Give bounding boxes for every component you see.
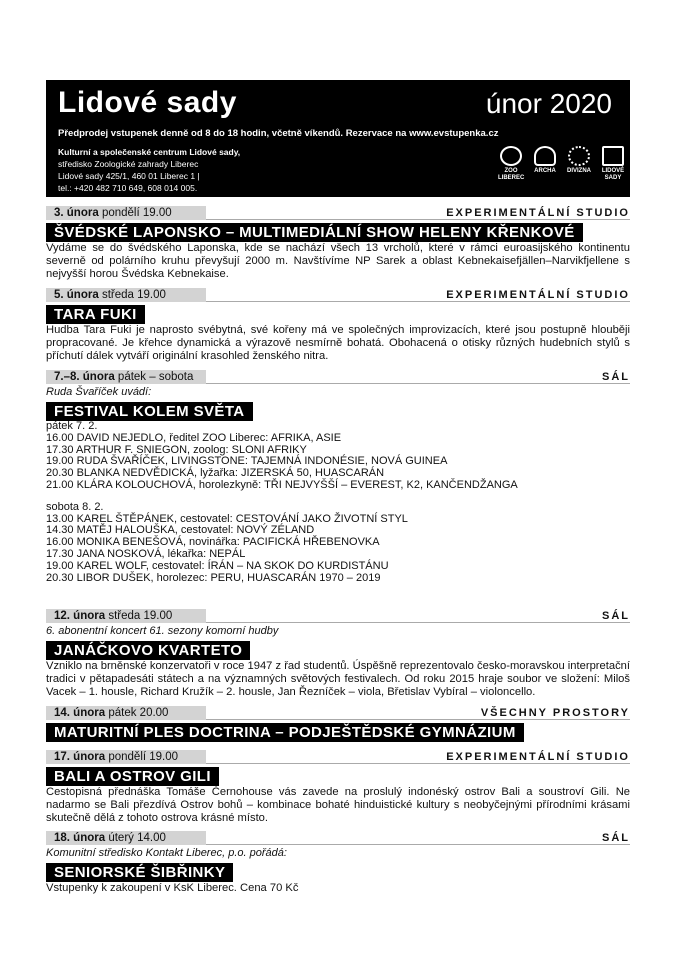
- program-line: 14.30 MATĚJ HALOUŠKA, cestovatel: NOVÝ ZÉLAND: [46, 524, 315, 537]
- event-item: [46, 706, 630, 742]
- event-description: Vydáme se do švédského Laponska, kde se nachází všech 13 vrcholů, které v rámci euroasijského kontinentu severně od polárního kruhu převyšují 2000 m. Navštívíme NP Sarek a oblast Kebnekaisefjällen–Narvikfjellene s nejvyšší horou Švédska Kebnekaise.: [46, 242, 630, 280]
- event-datebar: 18. února úterý 14.00: [46, 831, 206, 845]
- program-line: 17.30 ARTHUR F. SNIEGON, zoolog: SLONI AFRIKY: [46, 443, 307, 456]
- address: Lidové sady 425/1, 460 01 Liberec 1 |: [58, 171, 200, 181]
- lidove-sady-logo-icon: LIDOVÉ SADY: [600, 146, 626, 182]
- program-line: 20.30 LIBOR DUŠEK, horolezec: PERU, HUASCARÁN 1970 – 2019: [46, 571, 381, 584]
- event-presenter: Ruda Švaříček uvádí:: [46, 386, 152, 398]
- event-item: [46, 206, 630, 280]
- event-description: Hudba Tara Fuki je naprosto svébytná, své kořeny má ve společných improvizacích, které jsou postupně hlouběji propracované. Je křehce dynamická a výrazově nesmírně bohatá. Obohacená o otisky různých hudebních stylů s příchutí dálek vytváří originální krasohled ženského nitra.: [46, 324, 630, 362]
- zoo-logo-icon: ZOO LIBEREC: [498, 146, 524, 182]
- presale-info: Předprodej vstupenek denně od 8 do 18 hodin, včetně víkendů. Rezervace na www.evstupenka.cz: [58, 128, 499, 139]
- event-title: SENIORSKÉ ŠIBŘINKY: [46, 863, 233, 882]
- program-line: 21.00 KLÁRA KOLOUCHOVÁ, horolezkyně: TŘI NEJVYŠŠÍ – EVEREST, K2, KANČENDŽANGA: [46, 478, 518, 491]
- event-title: JANÁČKOVO KVARTETO: [46, 641, 250, 660]
- organizer-subtitle: středisko Zoologické zahrady Liberec: [58, 159, 199, 169]
- event-datebar: 12. února středa 19.00: [46, 609, 206, 623]
- month-label: únor 2020: [485, 88, 612, 119]
- event-title: ŠVÉDSKÉ LAPONSKO – MULTIMEDIÁLNÍ SHOW HELENY KŘENKOVÉ: [46, 223, 583, 242]
- program-line: 13.00 KAREL ŠTĚPÁNEK, cestovatel: CESTOVÁNÍ JAKO ŽIVOTNÍ STYL: [46, 512, 408, 525]
- event-venue: SÁL: [602, 610, 630, 622]
- event-description: Cestopisná přednáška Tomáše Černohouse vás zavede na proslulý indonéský ostrov Bali a soustroví Gili. Ne nadarmo se Bali přezdívá Ostrov bohů – kombinace bohaté hinduistické kultury s neobyčejnými přírodními krásami skutečně dělá z tohoto ostrova krásné místo.: [46, 786, 630, 824]
- organizer-name: Kulturní a společenské centrum Lidové sady,: [58, 147, 241, 157]
- event-description: Vzniklo na brněnské konzervatoři v roce 1947 z řad studentů. Úspěšně reprezentovalo česko-moravskou interpretační tradici v pětapadesáti státech a na významných světových festivalech. Od roku 2015 hraje soubor ve složení: Miloš Vacek – 1. housle, Richard Kružík – 2. housle, Jan Řezníček – viola, Břetislav Vybíral – violoncello.: [46, 660, 630, 698]
- program-friday: [46, 421, 630, 492]
- event-venue: VŠECHNY PROSTORY: [480, 707, 630, 719]
- event-datebar: 7.–8. února pátek – sobota: [46, 370, 206, 384]
- program-line: 16.00 MONIKA BENEŠOVÁ, novinářka: PACIFICKÁ HŘEBENOVKA: [46, 536, 380, 549]
- event-item: [46, 370, 630, 584]
- program-line: 20.30 BLANKA NEDVĚDICKÁ, lyžařka: JIZERSKÁ 50, HUASCARÁN: [46, 467, 385, 480]
- phone: tel.: +420 482 710 649, 608 014 005.: [58, 183, 198, 193]
- program-line: sobota 8. 2.: [46, 500, 104, 513]
- event-presenter: 6. abonentní koncert 61. sezony komorní hudby: [46, 625, 279, 637]
- header-banner: [46, 80, 630, 197]
- event-datebar: 3. února pondělí 19.00: [46, 206, 206, 220]
- event-venue: SÁL: [602, 371, 630, 383]
- event-item: [46, 750, 630, 824]
- event-venue: EXPERIMENTÁLNÍ STUDIO: [446, 289, 630, 301]
- event-datebar: 5. února středa 19.00: [46, 288, 206, 302]
- event-item: [46, 609, 630, 698]
- event-title: FESTIVAL KOLEM SVĚTA: [46, 402, 253, 421]
- event-venue: SÁL: [602, 832, 630, 844]
- event-venue: EXPERIMENTÁLNÍ STUDIO: [446, 207, 630, 219]
- program-line: 19.00 KAREL WOLF, cestovatel: ÍRÁN – NA SKOK DO KURDISTÁNU: [46, 559, 389, 572]
- program-line: 17.30 JANA NOSKOVÁ, lékařka: NEPÁL: [46, 547, 246, 560]
- organizer-info: [58, 146, 240, 194]
- event-datebar: 17. února pondělí 19.00: [46, 750, 206, 764]
- partner-logos: [498, 146, 628, 194]
- venue-title: Lidové sady: [58, 86, 237, 119]
- divizna-logo-icon: DIVIZNA: [566, 146, 592, 175]
- program-saturday: [46, 502, 630, 585]
- event-datebar: 14. února pátek 20.00: [46, 706, 206, 720]
- event-item: [46, 831, 630, 895]
- program-line: pátek 7. 2.: [46, 420, 98, 432]
- event-presenter: Komunitní středisko Kontakt Liberec, p.o. pořádá:: [46, 847, 287, 859]
- event-item: [46, 288, 630, 362]
- archa-logo-icon: ARCHA: [532, 146, 558, 175]
- program-line: 19.00 RUDA ŠVAŘÍČEK, LIVINGSTONE: TAJEMNÁ INDONÉSIE, NOVÁ GUINEA: [46, 455, 448, 468]
- program-line: 16.00 DAVID NEJEDLO, ředitel ZOO Liberec: AFRIKA, ASIE: [46, 431, 342, 444]
- event-description: Vstupenky k zakoupení v KsK Liberec. Cena 70 Kč: [46, 882, 299, 894]
- event-title: MATURITNÍ PLES DOCTRINA – PODJEŠTĚDSKÉ GYMNÁZIUM: [46, 723, 524, 742]
- event-title: BALI A OSTROV GILI: [46, 767, 219, 786]
- event-title: TARA FUKI: [46, 305, 145, 324]
- event-venue: EXPERIMENTÁLNÍ STUDIO: [446, 751, 630, 763]
